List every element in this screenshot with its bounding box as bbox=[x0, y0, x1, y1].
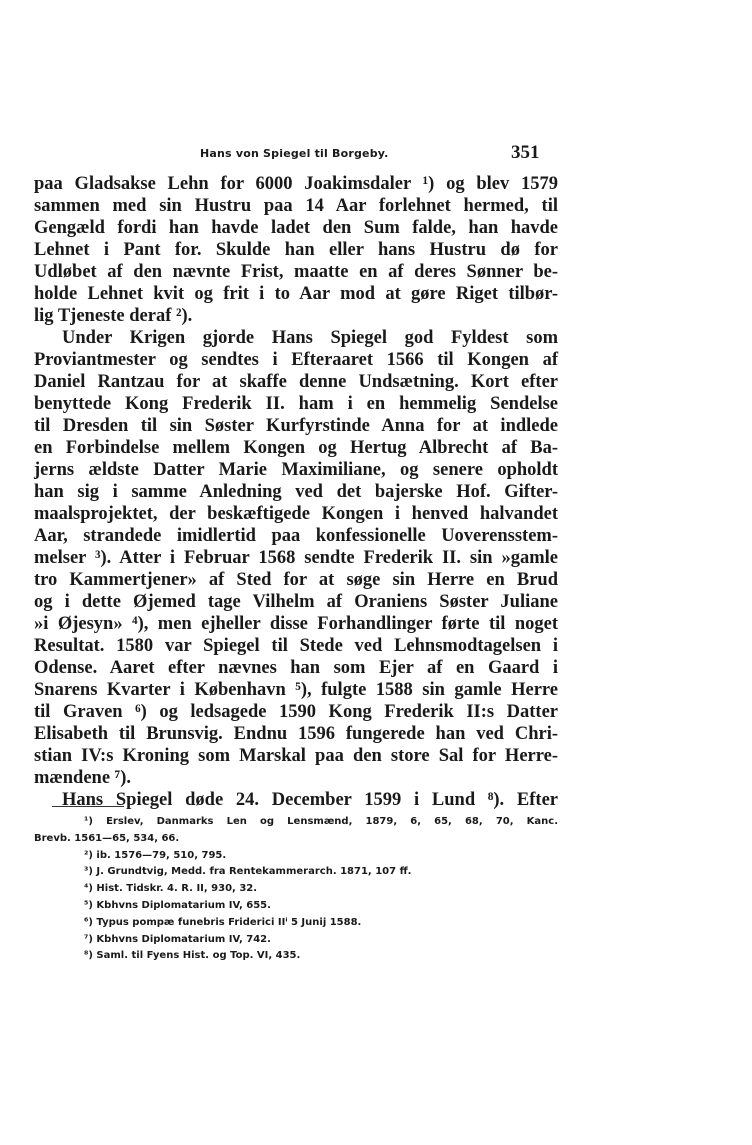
body-line: tro Kammertjener» af Sted for at søge sin Herre en Brud bbox=[34, 570, 558, 590]
body-line: Under Krigen gjorde Hans Spiegel god Fyldest som bbox=[62, 328, 558, 348]
body-line: til Dresden til sin Søster Kurfyrstinde Anna for at indlede bbox=[34, 416, 558, 436]
running-head: Hans von Spiegel til Borgeby. bbox=[200, 147, 389, 160]
body-line: stian IV:s Kroning som Marskal paa den store Sal for Herre- bbox=[34, 746, 558, 766]
footnotes bbox=[34, 814, 558, 965]
body-line: Hans Spiegel døde 24. December 1599 i Lund ⁸). Efter bbox=[62, 790, 558, 810]
body-line: Snarens Kvarter i København ⁵), fulgte 1588 sin gamle Herre bbox=[34, 680, 558, 700]
body-line: Odense. Aaret efter nævnes han som Ejer af en Gaard i bbox=[34, 658, 558, 678]
body-line: Lehnet i Pant for. Skulde han eller hans Hustru dø for bbox=[34, 240, 558, 260]
footnote: ³) J. Grundtvig, Medd. fra Rentekammerarch. 1871, 107 ff. bbox=[84, 866, 412, 878]
footnote: ²) ib. 1576—79, 510, 795. bbox=[84, 849, 227, 861]
body-line: Daniel Rantzau for at skaffe denne Undsætning. Kort efter bbox=[34, 372, 558, 392]
body-text bbox=[34, 173, 558, 811]
body-line: han sig i samme Anledning ved det bajerske Hof. Gifter- bbox=[34, 482, 558, 502]
body-line: Proviantmester og sendtes i Efteraaret 1566 til Kongen af bbox=[34, 350, 558, 370]
body-line: og i dette Øjemed tage Vilhelm af Oraniens Søster Juliane bbox=[34, 592, 558, 612]
body-line: »i Øjesyn» ⁴), men ejheller disse Forhandlinger førte til noget bbox=[34, 614, 558, 634]
footnote-rule bbox=[52, 806, 124, 807]
footnote: Brevb. 1561—65, 534, 66. bbox=[34, 832, 180, 844]
body-line: en Forbindelse mellem Kongen og Hertug Albrecht af Ba- bbox=[34, 438, 558, 458]
body-line: lig Tjeneste deraf ²). bbox=[34, 306, 193, 326]
page-number: 351 bbox=[511, 142, 540, 163]
body-line: maalsprojektet, der beskæftigede Kongen i henved halvandet bbox=[34, 504, 558, 524]
body-line: mændene ⁷). bbox=[34, 768, 132, 788]
body-line: benyttede Kong Frederik II. ham i en hemmelig Sendelse bbox=[34, 394, 558, 414]
footnote: ⁷) Kbhvns Diplomatarium IV, 742. bbox=[84, 933, 271, 945]
footnote: ¹) Erslev, Danmarks Len og Lensmænd, 1879, 6, 65, 68, 70, Kanc. bbox=[84, 816, 558, 827]
body-line: Resultat. 1580 var Spiegel til Stede ved Lehnsmodtagelsen i bbox=[34, 636, 558, 656]
body-line: Aar, strandede imidlertid paa konfessionelle Uoverensstem- bbox=[34, 526, 558, 546]
footnote: ⁵) Kbhvns Diplomatarium IV, 655. bbox=[84, 899, 271, 911]
body-line: Gengæld fordi han havde ladet den Sum falde, han havde bbox=[34, 218, 558, 238]
footnote: ⁸) Saml. til Fyens Hist. og Top. VI, 435. bbox=[84, 950, 301, 962]
body-line: melser ³). Atter i Februar 1568 sendte Frederik II. sin »gamle bbox=[34, 548, 558, 568]
body-line: paa Gladsakse Lehn for 6000 Joakimsdaler ¹) og blev 1579 bbox=[34, 174, 558, 194]
footnote: ⁶) Typus pompæ funebris Friderici IIⁱ 5 Junij 1588. bbox=[84, 916, 362, 928]
body-line: sammen med sin Hustru paa 14 Aar forlehnet hermed, til bbox=[34, 196, 558, 216]
body-line: til Graven ⁶) og ledsagede 1590 Kong Frederik II:s Datter bbox=[34, 702, 558, 722]
body-line: holde Lehnet kvit og frit i to Aar mod at gøre Riget tilbør- bbox=[34, 284, 558, 304]
body-line: jerns ældste Datter Marie Maximiliane, og senere opholdt bbox=[34, 460, 558, 480]
body-line: Udløbet af den nævnte Frist, maatte en af deres Sønner be- bbox=[34, 262, 558, 282]
body-line: Elisabeth til Brunsvig. Endnu 1596 fungerede han ved Chri- bbox=[34, 724, 558, 744]
footnote: ⁴) Hist. Tidskr. 4. R. II, 930, 32. bbox=[84, 883, 258, 895]
